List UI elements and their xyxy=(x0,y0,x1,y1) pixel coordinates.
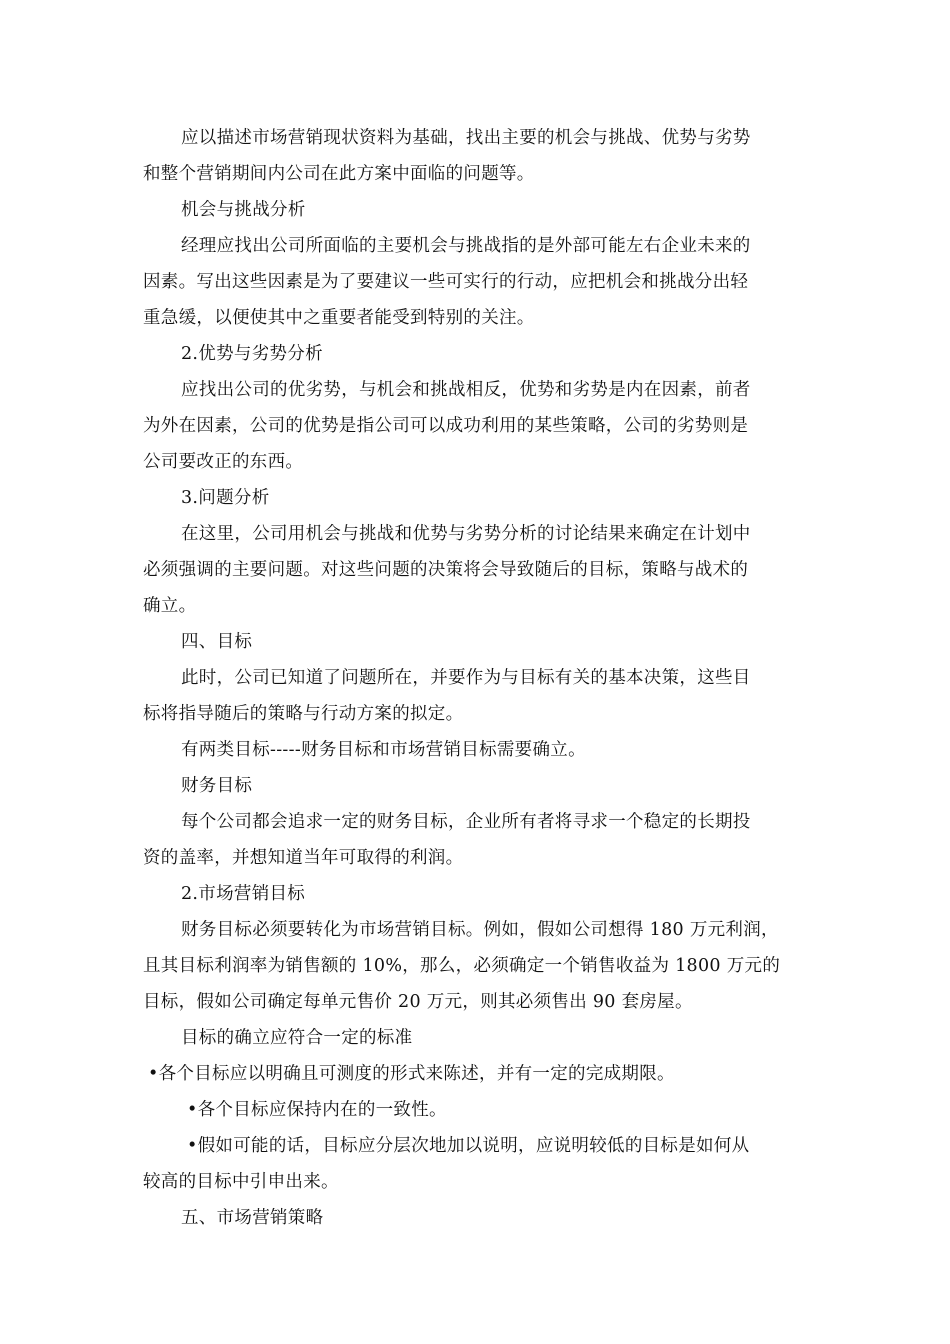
section-heading: 3.问题分析 xyxy=(181,488,270,508)
paragraph-line: 且其目标利润率为销售额的 10%，那么，必须确定一个销售收益为 1800 万元的 xyxy=(143,956,781,976)
bullet-item: •各个目标应保持内在的一致性。 xyxy=(187,1100,447,1120)
paragraph-line: 资的盖率，并想知道当年可取得的利润。 xyxy=(143,848,464,868)
paragraph-line: 标将指导随后的策略与行动方案的拟定。 xyxy=(143,704,464,724)
section-heading: 机会与挑战分析 xyxy=(181,200,306,220)
paragraph-line: 每个公司都会追求一定的财务目标，企业所有者将寻求一个稳定的长期投 xyxy=(181,812,751,832)
paragraph-line: 目标的确立应符合一定的标准 xyxy=(181,1028,413,1048)
section-heading: 2.市场营销目标 xyxy=(181,884,306,904)
section-heading: 财务目标 xyxy=(181,776,253,796)
section-heading: 四、目标 xyxy=(181,632,253,652)
paragraph-line: 财务目标必须要转化为市场营销目标。例如，假如公司想得 180 万元利润， xyxy=(181,920,779,940)
paragraph-line: 和整个营销期间内公司在此方案中面临的问题等。 xyxy=(143,164,535,184)
section-heading: 2.优势与劣势分析 xyxy=(181,344,323,364)
paragraph-line: 公司要改正的东西。 xyxy=(143,452,304,472)
bullet-item: •各个目标应以明确且可测度的形式来陈述，并有一定的完成期限。 xyxy=(148,1064,675,1084)
paragraph-line: 必须强调的主要问题。对这些问题的决策将会导致随后的目标，策略与战术的 xyxy=(143,560,749,580)
paragraph-line: 经理应找出公司所面临的主要机会与挑战指的是外部可能左右企业未来的 xyxy=(181,236,751,256)
paragraph-line: 应找出公司的优劣势，与机会和挑战相反，优势和劣势是内在因素，前者 xyxy=(181,380,751,400)
paragraph-line: 在这里，公司用机会与挑战和优势与劣势分析的讨论结果来确定在计划中 xyxy=(181,524,751,544)
paragraph-line: 因素。写出这些因素是为了要建议一些可实行的行动，应把机会和挑战分出轻 xyxy=(143,272,749,292)
section-heading: 五、市场营销策略 xyxy=(181,1208,324,1228)
paragraph-line: 确立。 xyxy=(143,596,197,616)
paragraph-line: 为外在因素，公司的优势是指公司可以成功利用的某些策略，公司的劣势则是 xyxy=(143,416,749,436)
bullet-item: •假如可能的话，目标应分层次地加以说明，应说明较低的目标是如何从 xyxy=(187,1136,750,1156)
paragraph-line: 重急缓，以便使其中之重要者能受到特别的关注。 xyxy=(143,308,535,328)
paragraph-line: 应以描述市场营销现状资料为基础，找出主要的机会与挑战、优势与劣势 xyxy=(181,128,751,148)
paragraph-line: 有两类目标-----财务目标和市场营销目标需要确立。 xyxy=(181,740,586,760)
paragraph-line: 较高的目标中引申出来。 xyxy=(143,1172,339,1192)
paragraph-line: 此时，公司已知道了问题所在，并要作为与目标有关的基本决策，这些目 xyxy=(181,668,751,688)
paragraph-line: 目标，假如公司确定每单元售价 20 万元，则其必须售出 90 套房屋。 xyxy=(143,992,693,1012)
